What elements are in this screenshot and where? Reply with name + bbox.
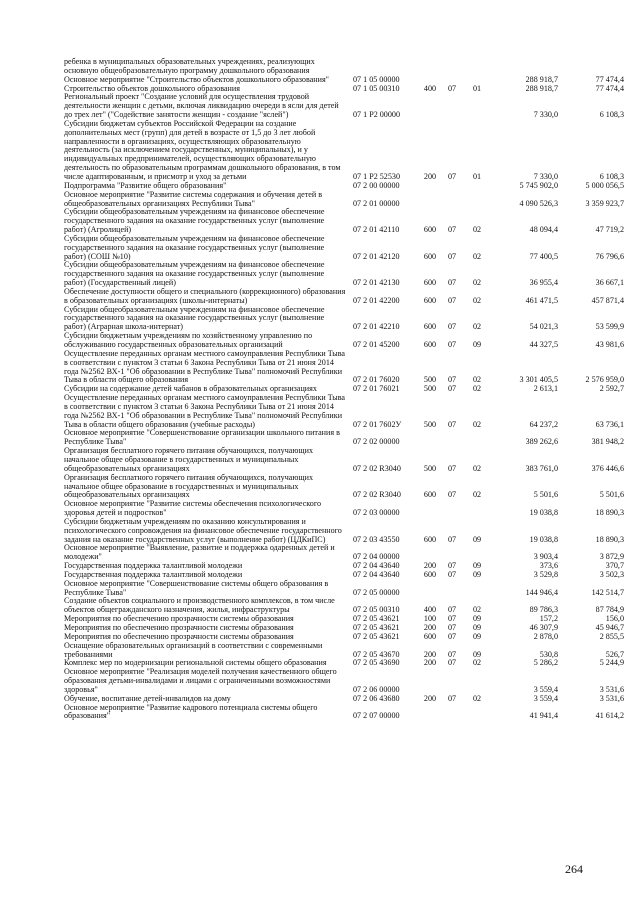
amount-planned: 144 946,4	[525, 587, 558, 597]
target-article-code: 07 2 04 43640	[353, 569, 400, 579]
section: 07	[447, 534, 457, 544]
expense-item-name: Мероприятия по обеспечению прозрачности системы образования	[64, 614, 294, 624]
amount-executed: 87 784,9	[595, 605, 624, 615]
target-article-code: 07 1 05 00000	[353, 74, 400, 84]
target-article-code: 07 2 01 42120	[353, 251, 400, 261]
section: 07	[447, 340, 457, 349]
amount-executed: 76 796,6	[595, 251, 624, 261]
target-article-code: 07 2 05 00000	[353, 587, 400, 597]
amount-planned: 46 307,9	[529, 623, 558, 632]
target-article-code: 07 2 03 00000	[353, 508, 400, 518]
amount-planned: 44 327,5	[529, 340, 558, 349]
expense-type: 500	[423, 375, 437, 385]
amount-executed: 41 614,2	[595, 711, 624, 721]
amount-planned: 4 090 526,3	[519, 198, 558, 208]
expense-item-name: Государственная поддержка талантливой молодежи	[64, 561, 243, 571]
expense-item-name: Субсидии общеобразовательным учреждениям на финансовое обеспечение государственного задания на оказание государственных услуг (выполнение работ) (Агролицей)	[64, 207, 325, 235]
amount-executed: 45 946,7	[595, 623, 624, 632]
target-article-code: 07 2 05 43670	[353, 649, 400, 659]
subsection: 09	[472, 649, 482, 659]
subsection: 02	[472, 322, 482, 332]
section: 07	[447, 419, 457, 429]
amount-executed: 18 890,3	[595, 534, 624, 544]
amount-executed: 5 501,6	[599, 490, 624, 500]
expense-item-name: Основное мероприятие "Развитие кадрового потенциала системы общего образования"	[64, 702, 318, 721]
section: 07	[447, 375, 457, 385]
table-row	[64, 704, 624, 722]
amount-executed: 3 531,6	[599, 684, 624, 694]
expense-item-name: Основное мероприятие "Совершенствование организации школьного питания в Республике Тыва"	[64, 428, 340, 447]
amount-planned: 288 918,7	[525, 74, 558, 84]
amount-planned: 288 918,7	[525, 83, 558, 93]
subsection: 09	[472, 534, 482, 544]
subsection: 02	[472, 605, 482, 615]
expense-type: 600	[423, 569, 437, 579]
subsection: 09	[472, 561, 482, 571]
section: 07	[447, 649, 457, 659]
target-article-code: 07 2 05 43621	[353, 614, 400, 624]
amount-executed: 142 514,7	[591, 587, 624, 597]
expense-item-name: Основное мероприятие "Совершенствование системы общего образования в Республике Тыва"	[64, 578, 329, 597]
section: 07	[447, 569, 457, 579]
table-row	[64, 429, 624, 447]
expense-type: 500	[423, 384, 437, 394]
expense-type: 200	[423, 623, 437, 632]
section: 07	[447, 171, 457, 181]
section: 07	[447, 251, 457, 261]
section: 07	[447, 83, 457, 93]
expense-type: 600	[423, 278, 437, 288]
table-row	[64, 332, 624, 350]
expense-type: 500	[423, 463, 437, 473]
amount-planned: 19 038,8	[529, 508, 558, 518]
target-article-code: 07 1 P2 00000	[353, 110, 400, 120]
subsection: 09	[472, 614, 482, 624]
expense-item-name: Субсидии бюджетным учреждениям по хозяйственному управлению по обслуживанию государственных образовательных организаций	[64, 331, 313, 349]
amount-executed: 47 719,2	[595, 225, 624, 235]
expense-item-name: Осуществление переданных органам местного самоуправления Республики Тыва в соответствии с пунктом 3 статьи 6 Закона Республики Тыва от 21 июня 2014 года №2562 ВХ-1 "Об образовании в Республике Тыва" полномочий Республики Тыва в области общего образования	[64, 348, 346, 385]
section: 07	[447, 631, 457, 641]
target-article-code: 07 2 01 42210	[353, 322, 400, 332]
section: 07	[447, 658, 457, 668]
subsection: 02	[472, 251, 482, 261]
target-article-code: 07 2 00 00000	[353, 180, 400, 190]
target-article-code: 07 1 05 00310	[353, 83, 400, 93]
section: 07	[447, 623, 457, 632]
expense-type: 600	[423, 631, 437, 641]
subsection: 01	[472, 83, 482, 93]
amount-planned: 383 761,0	[525, 463, 558, 473]
amount-executed: 370,7	[605, 561, 624, 571]
table-row	[64, 93, 624, 120]
target-article-code: 07 2 01 00000	[353, 198, 400, 208]
expense-type: 600	[423, 340, 437, 349]
section: 07	[447, 322, 457, 332]
table-row	[64, 544, 624, 562]
amount-executed: 5 244,9	[599, 658, 624, 668]
table-row	[64, 288, 624, 306]
amount-planned: 54 021,3	[529, 322, 558, 332]
expense-item-name: ребенка в муниципальных образовательных учреждениях, реализующих основную общеобразовательную программу дошкольного образования	[64, 57, 315, 75]
target-article-code: 07 2 01 42110	[353, 225, 400, 235]
table-row	[64, 306, 624, 333]
amount-executed: 457 871,4	[591, 295, 624, 305]
expense-type: 600	[423, 490, 437, 500]
amount-planned: 41 941,4	[529, 711, 558, 721]
amount-executed: 36 667,1	[595, 278, 624, 288]
amount-executed: 63 736,1	[595, 419, 624, 429]
subsection: 02	[472, 490, 482, 500]
target-article-code: 07 2 07 00000	[353, 711, 400, 721]
expense-item-name: Субсидии на содержание детей чабанов в образовательных организациях	[64, 384, 317, 394]
amount-planned: 3 301 405,5	[519, 375, 558, 385]
section: 07	[447, 693, 457, 703]
amount-executed: 3 359 923,7	[585, 198, 624, 208]
table-row	[64, 580, 624, 598]
subsection: 09	[472, 569, 482, 579]
target-article-code: 07 2 06 00000	[353, 684, 400, 694]
target-article-code: 07 2 05 00310	[353, 605, 400, 615]
table-row	[64, 668, 624, 695]
expense-type: 600	[423, 225, 437, 235]
amount-executed: 381 948,2	[591, 437, 624, 447]
subsection: 02	[472, 278, 482, 288]
subsection: 02	[472, 384, 482, 394]
expense-type: 400	[423, 83, 437, 93]
expense-type: 600	[423, 322, 437, 332]
amount-executed: 3 531,6	[599, 693, 624, 703]
expense-item-name: Основное мероприятие "Развитие системы обеспечения психологического здоровья детей и подростков"	[64, 499, 322, 518]
section: 07	[447, 384, 457, 394]
target-article-code: 07 2 05 43621	[353, 623, 400, 632]
expense-item-name: Организация бесплатного горячего питания обучающихся, получающих начальное общее образование в государственных и муниципальных общеобразовательных организациях	[64, 472, 314, 500]
expense-item-name: Региональный проект "Создание условий для осуществления трудовой деятельности женщин с детьми, включая ликвидацию очереди в ясли для детей до трех лет" ("Содействие занятости женщин - создание "яслей")	[64, 92, 339, 120]
subsection: 02	[472, 419, 482, 429]
expense-item-name: Организация бесплатного горячего питания обучающихся, получающих начальное общее образование в государственных и муниципальных общеобразовательных организациях	[64, 446, 314, 473]
subsection: 02	[472, 658, 482, 668]
expense-type: 200	[423, 649, 437, 659]
table-row	[64, 518, 624, 545]
expense-item-name: Обеспечение доступности общего и специального (коррекционного) образования в образовательных организациях (школы-интернаты)	[64, 286, 346, 305]
target-article-code: 07 2 02 00000	[353, 437, 400, 447]
amount-executed: 2 855,5	[599, 631, 624, 641]
table-row	[64, 597, 624, 615]
expense-item-name: Основное мероприятие "Выявление, развитие и поддержка одаренных детей и молодежи"	[64, 543, 335, 562]
target-article-code: 07 2 04 43640	[353, 561, 400, 571]
expense-item-name: Мероприятия по обеспечению прозрачности системы образования	[64, 631, 294, 641]
target-article-code: 07 2 05 43621	[353, 631, 400, 641]
section: 07	[447, 278, 457, 288]
section: 07	[447, 463, 457, 473]
amount-planned: 3 559,4	[533, 693, 558, 703]
section: 07	[447, 490, 457, 500]
expense-item-name: Основное мероприятие "Развитие системы содержания и обучения детей в общеобразовательных организациях Республики Тыва"	[64, 189, 323, 208]
amount-executed: 2 592,7	[599, 384, 624, 394]
expense-type: 600	[423, 534, 437, 544]
amount-planned: 2 878,0	[533, 631, 558, 641]
target-article-code: 07 1 P2 52530	[353, 171, 400, 181]
expense-item-name: Обучение, воспитание детей-инвалидов на дому	[64, 693, 231, 703]
expense-item-name: Создание объектов социального и производственного комплексов, в том числе объектов общегражданского назначения, жилья, инфраструктуры	[64, 596, 335, 615]
subsection: 02	[472, 295, 482, 305]
target-article-code: 07 2 06 43680	[353, 693, 400, 703]
amount-planned: 36 955,4	[529, 278, 558, 288]
section: 07	[447, 561, 457, 571]
expense-type: 200	[423, 658, 437, 668]
table-row	[64, 235, 624, 262]
subsection: 02	[472, 463, 482, 473]
section: 07	[447, 614, 457, 624]
amount-executed: 156,0	[605, 614, 624, 624]
amount-executed: 2 576 959,0	[585, 375, 624, 385]
expense-item-name: Государственная поддержка талантливой молодежи	[64, 569, 243, 579]
expense-item-name: Мероприятия по обеспечению прозрачности системы образования	[64, 623, 294, 632]
amount-planned: 2 613,1	[533, 384, 558, 394]
target-article-code: 07 2 01 76021	[353, 384, 400, 394]
page-number: 264	[565, 862, 583, 876]
expense-type: 600	[423, 295, 437, 305]
amount-planned: 373,6	[539, 561, 558, 571]
table-row	[64, 58, 624, 76]
table-row	[64, 447, 624, 474]
amount-planned: 3 903,4	[533, 552, 558, 562]
amount-planned: 5 745 902,0	[519, 180, 558, 190]
amount-executed: 77 474,4	[595, 83, 624, 93]
expense-item-name: Субсидии общеобразовательным учреждениям на финансовое обеспечение государственного задания на оказание государственных услуг (выполнение работ) (Аграрная школа-интернат)	[64, 304, 325, 332]
target-article-code: 07 2 05 43690	[353, 658, 400, 668]
amount-executed: 526,7	[605, 649, 624, 659]
amount-executed: 6 108,3	[599, 110, 624, 120]
amount-planned: 48 094,4	[529, 225, 558, 235]
expense-type: 500	[423, 419, 437, 429]
target-article-code: 07 2 04 00000	[353, 552, 400, 562]
target-article-code: 07 2 01 45200	[353, 340, 400, 349]
expense-item-name: Субсидии общеобразовательным учреждениям на финансовое обеспечение государственного задания на оказание государственных услуг (выполнение работ) (СОШ №10)	[64, 233, 325, 261]
expense-item-name: Осуществление переданных органам местного самоуправления Республики Тыва в соответствии с пунктом 3 статьи 6 Закона Республики Тыва от 21 июня 2014 года №2562 ВХ-1 "Об образовании в Республике Тыва" полномочий Республики Тыва в области общего образования (учебные расходы)	[64, 393, 346, 429]
amount-planned: 64 237,2	[529, 419, 558, 429]
expense-type: 200	[423, 561, 437, 571]
amount-planned: 89 786,3	[529, 605, 558, 615]
amount-executed: 3 502,3	[599, 569, 624, 579]
amount-planned: 77 400,5	[529, 251, 558, 261]
table-row	[64, 474, 624, 501]
section: 07	[447, 295, 457, 305]
expense-item-name: Субсидии бюджетам субъектов Российской Федерации на создание дополнительных мест (групп) для детей в возрасте от 1,5 до 3 лет любой направленности в организациях, осуществляющих образовательную деятельность (за исключением государственных, муниципальных), и у индивидуальных предпринимателей, осуществляющих образовательную деятельность по образовательным программам дошкольного образования, в том числе адаптированным, и присмотр и уход за детьми	[64, 118, 341, 181]
expense-item-name: Строительство объектов дошкольного образования	[64, 83, 240, 93]
amount-planned: 7 330,0	[533, 110, 558, 120]
target-article-code: 07 2 01 7602У	[353, 419, 402, 429]
amount-executed: 5 000 056,5	[585, 180, 624, 190]
amount-planned: 3 559,4	[533, 684, 558, 694]
target-article-code: 07 2 02 R3040	[353, 463, 401, 473]
amount-planned: 19 038,8	[529, 534, 558, 544]
expense-item-name: Субсидии бюджетным учреждениям по оказанию консультирования и психологического сопровождения на финансовое обеспечение государственного задания на оказание государственных услуг (выполнение работ) (ЦДКиПС)	[64, 516, 342, 544]
target-article-code: 07 2 02 R3040	[353, 490, 401, 500]
amount-planned: 389 262,6	[525, 437, 558, 447]
table-row	[64, 350, 624, 385]
expense-item-name: Комплекс мер по модернизации региональной системы общего образования	[64, 658, 327, 668]
section: 07	[447, 225, 457, 235]
expense-item-name: Субсидии общеобразовательным учреждениям на финансовое обеспечение государственного задания на оказание государственных услуг (выполнение работ) (Государственный лицей)	[64, 260, 325, 288]
amount-executed: 3 872,9	[599, 552, 624, 562]
section: 07	[447, 605, 457, 615]
subsection: 02	[472, 375, 482, 385]
subsection: 01	[472, 171, 482, 181]
amount-planned: 157,2	[539, 614, 558, 624]
table-row	[64, 208, 624, 235]
amount-executed: 77 474,4	[595, 74, 624, 84]
budget-table	[64, 58, 624, 721]
amount-executed: 53 599,9	[595, 322, 624, 332]
subsection: 09	[472, 340, 482, 349]
expense-type: 100	[423, 614, 437, 624]
expense-item-name: Подпрограмма "Развитие общего образования"	[64, 180, 227, 190]
subsection: 02	[472, 693, 482, 703]
target-article-code: 07 2 01 76020	[353, 375, 400, 385]
amount-planned: 5 501,6	[533, 490, 558, 500]
table-row	[64, 120, 624, 182]
expense-type: 600	[423, 251, 437, 261]
amount-planned: 530,8	[539, 649, 558, 659]
target-article-code: 07 2 01 42130	[353, 278, 400, 288]
expense-type: 200	[423, 693, 437, 703]
amount-planned: 5 286,2	[533, 658, 558, 668]
subsection: 09	[472, 631, 482, 641]
expense-item-name: Оснащение образовательных организаций в соответствии с современными требованиями	[64, 640, 323, 659]
amount-executed: 18 890,3	[595, 508, 624, 518]
expense-type: 400	[423, 605, 437, 615]
expense-item-name: Основное мероприятие "Строительство объектов дошкольного образования"	[64, 74, 329, 84]
table-row	[64, 261, 624, 288]
amount-planned: 461 471,5	[525, 295, 558, 305]
amount-planned: 3 529,8	[533, 569, 558, 579]
target-article-code: 07 2 03 43550	[353, 534, 400, 544]
table-row	[64, 191, 624, 209]
subsection: 09	[472, 623, 482, 632]
table-row	[64, 642, 624, 660]
table-row	[64, 394, 624, 429]
amount-executed: 6 108,3	[599, 171, 624, 181]
target-article-code: 07 2 01 42200	[353, 295, 400, 305]
amount-planned: 7 330,0	[533, 171, 558, 181]
amount-executed: 376 446,6	[591, 463, 624, 473]
expense-item-name: Основное мероприятие "Реализация моделей получения качественного общего образования детьми-инвалидами и лицами с ограниченными возможностями здоровья"	[64, 667, 337, 694]
expense-type: 200	[423, 171, 437, 181]
amount-executed: 43 981,6	[595, 340, 624, 349]
subsection: 02	[472, 225, 482, 235]
table-row	[64, 500, 624, 518]
